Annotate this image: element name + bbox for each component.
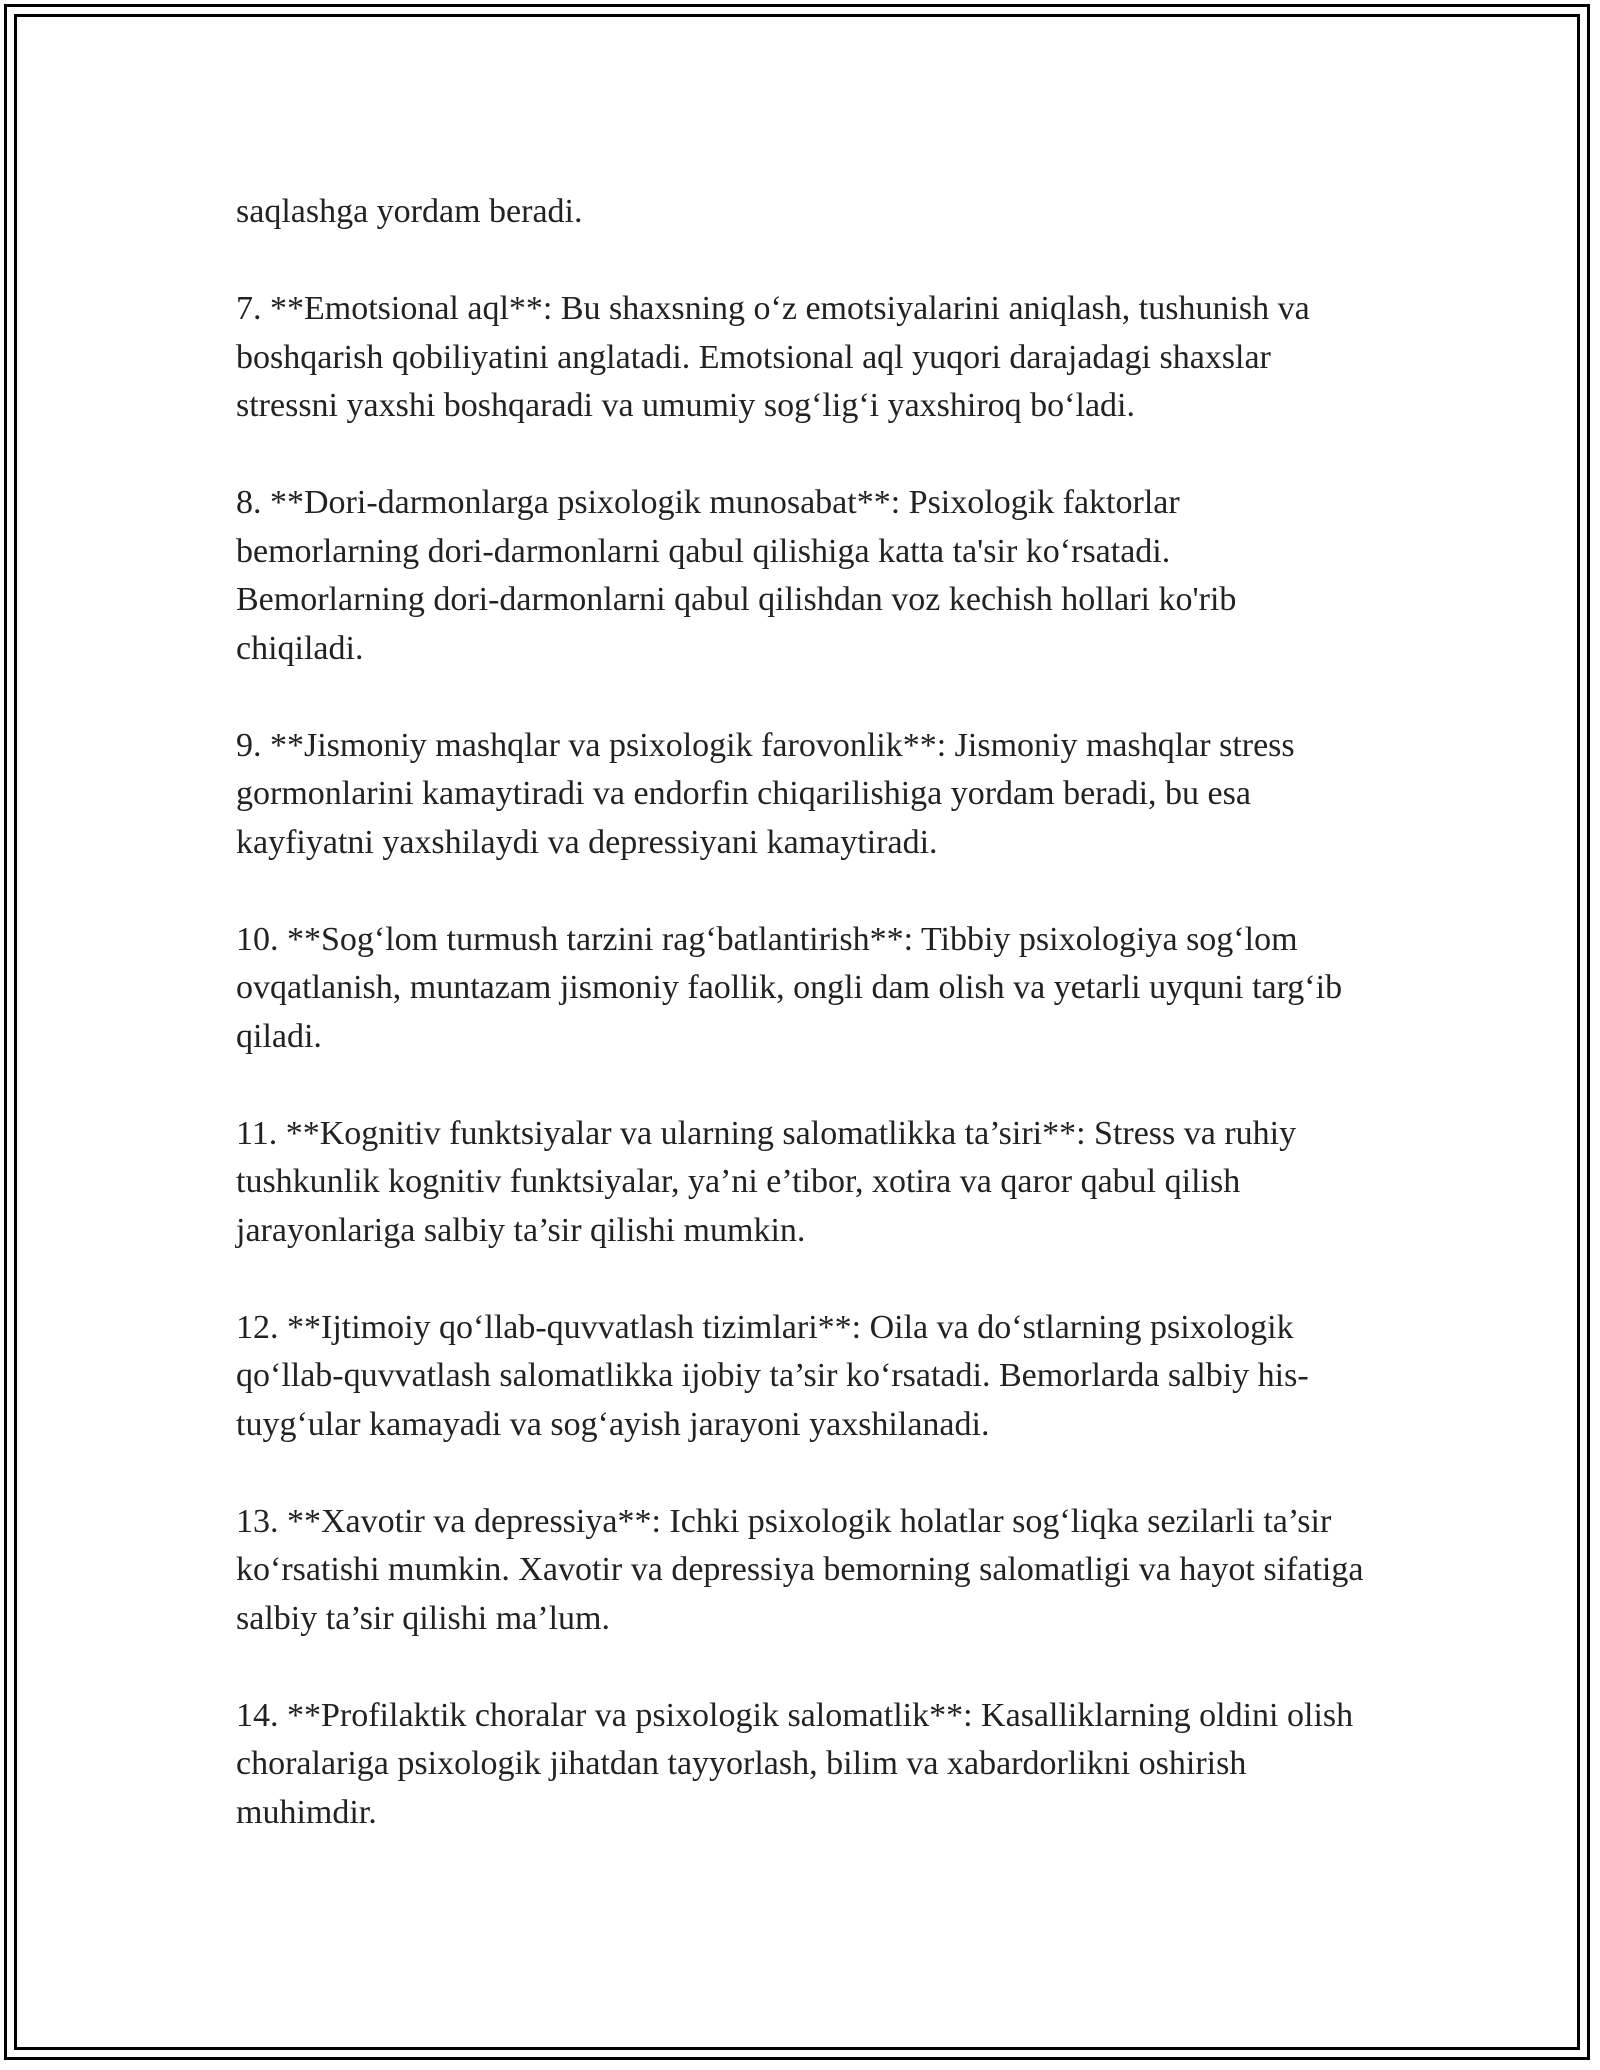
paragraph-item-12: 12. **Ijtimoiy qo‘llab-quvvatlash tizimlari**: Oila va do‘stlarning psixologik qo‘llab-quvvatlash salomatlikka ijobiy ta’sir ko‘rsatadi. Bemorlarda salbiy his-tuyg‘ular kamayadi va sog‘ayish jarayoni yaxshilanadi. bbox=[236, 1308, 1309, 1443]
document-body bbox=[236, 188, 1366, 1886]
paragraph-item-8: 8. **Dori-darmonlarga psixologik munosabat**: Psixologik faktorlar bemorlarning dori-darmonlarni qabul qilishiga katta ta'sir ko‘rsatadi. Bemorlarning dori-darmonlarni qabul qilishdan voz kechish hollari ko'rib chiqiladi. bbox=[236, 484, 1237, 667]
paragraph-item-13: 13. **Xavotir va depressiya**: Ichki psixologik holatlar sog‘liqka sezilarli ta’sir ko‘rsatishi mumkin. Xavotir va depressiya bemorning salomatligi va hayot sifatiga salbiy ta’sir qilishi ma’lum. bbox=[236, 1502, 1364, 1637]
paragraph-continuation: saqlashga yordam beradi. bbox=[236, 193, 583, 230]
paragraph-item-7: 7. **Emotsional aql**: Bu shaxsning o‘z emotsiyalarini aniqlash, tushunish va boshqarish qobiliyatini anglatadi. Emotsional aql yuqori darajadagi shaxslar stressni yaxshi boshqaradi va umumiy sog‘lig‘i yaxshiroq bo‘ladi. bbox=[236, 290, 1310, 424]
paragraph-item-9: 9. **Jismoniy mashqlar va psixologik farovonlik**: Jismoniy mashqlar stress gormonlarini kamaytiradi va endorfin chiqarilishiga yordam beradi, bu esa kayfiyatni yaxshilaydi va depressiyani kamaytiradi. bbox=[236, 726, 1295, 861]
paragraph-item-10: 10. **Sog‘lom turmush tarzini rag‘batlantirish**: Tibbiy psixologiya sog‘lom ovqatlanish, muntazam jismoniy faollik, ongli dam olish va yetarli uyquni targ‘ib qiladi. bbox=[236, 920, 1343, 1055]
paragraph-item-14: 14. **Profilaktik choralar va psixologik salomatlik**: Kasalliklarning oldini olish choralariga psixologik jihatdan tayyorlash, bilim va xabardorlikni oshirish muhimdir. bbox=[236, 1696, 1354, 1831]
paragraph-item-11: 11. **Kognitiv funktsiyalar va ularning salomatlikka ta’siri**: Stress va ruhiy tushkunlik kognitiv funktsiyalar, ya’ni e’tibor, xotira va qaror qabul qilish jarayonlariga salbiy ta’sir qilishi mumkin. bbox=[236, 1114, 1297, 1249]
